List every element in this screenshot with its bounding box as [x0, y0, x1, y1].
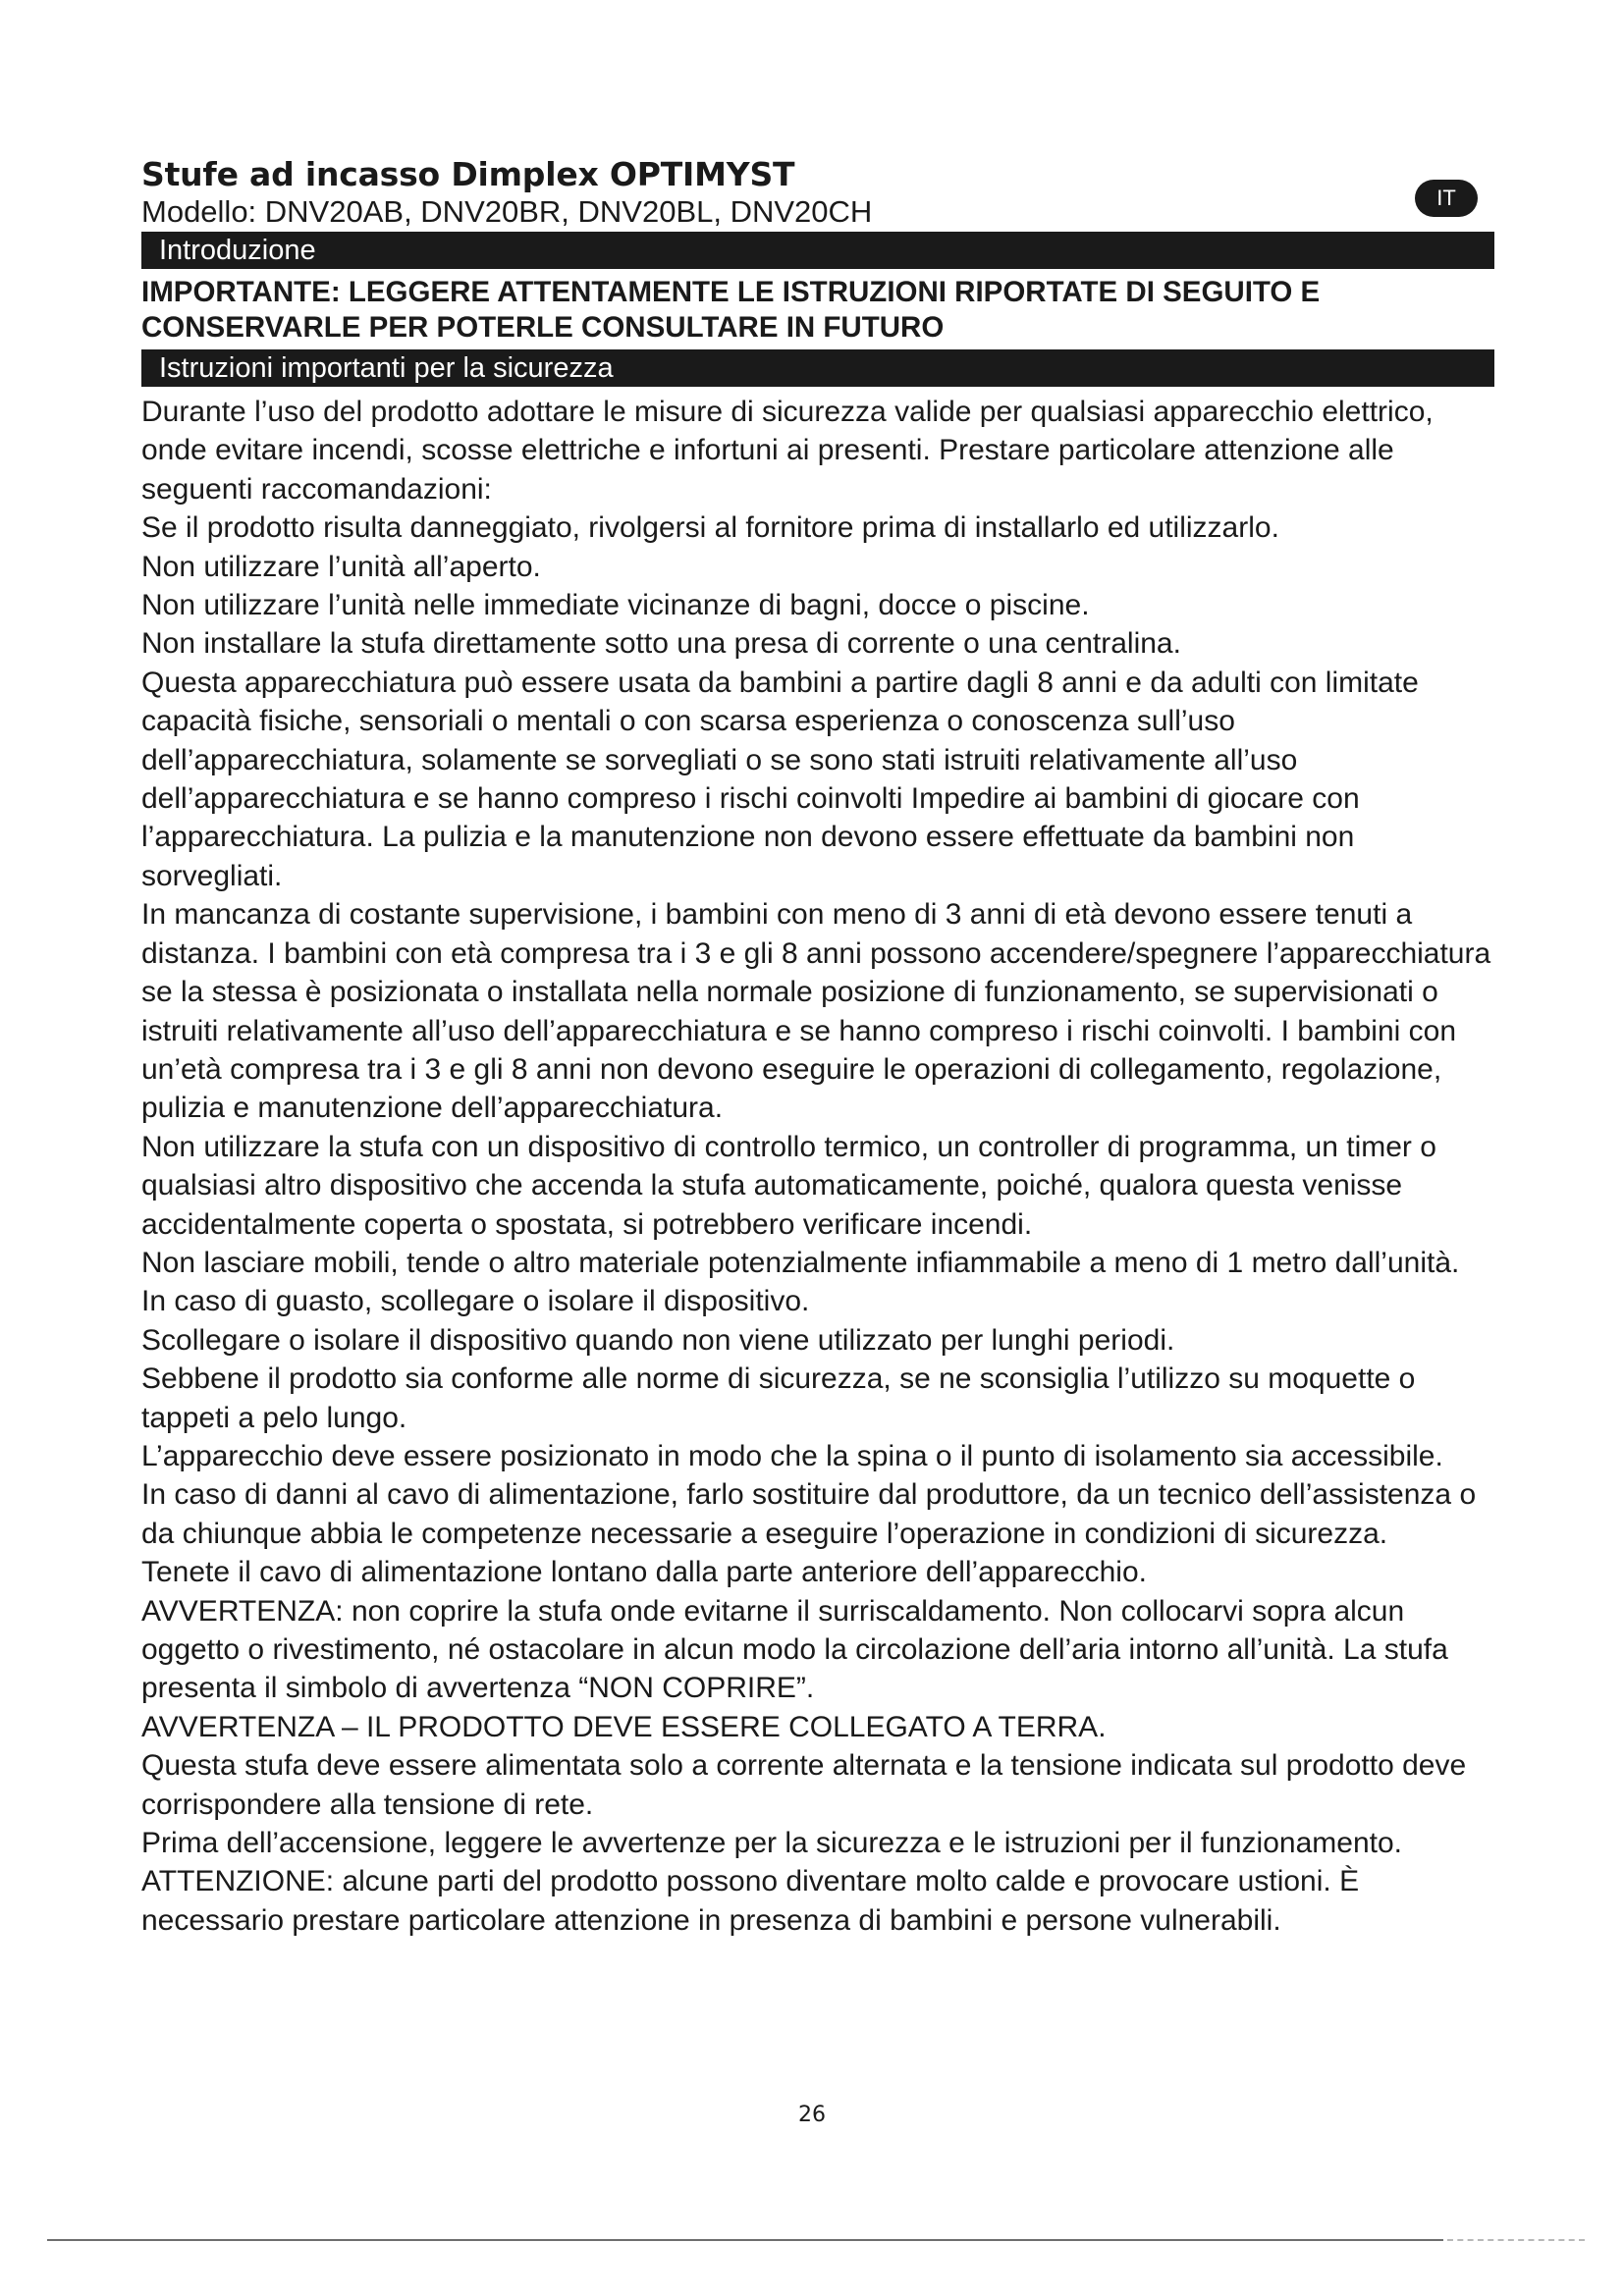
paragraph: AVVERTENZA: non coprire la stufa onde evitarne il surriscaldamento. Non collocarvi sopra alcun oggetto o rivestimento, né ostacolare in alcun modo la circolazione dell’aria intorno all’unità. La stufa presenta il simbolo di avvertenza “NON COPRIRE”. [141, 1594, 1448, 1705]
section-bar-introduction: Introduzione [141, 232, 1494, 269]
paragraph: In caso di danni al cavo di alimentazione, farlo sostituire dal produttore, da un tecnico dell’assistenza o da chiunque abbia le competenze necessarie a eseguire l’operazione in condizioni di sicurezza. [141, 1478, 1477, 1550]
paragraph: Questa apparecchiatura può essere usata da bambini a partire dagli 8 anni e da adulti con limitate capacità fisiche, sensoriali o mentali o con scarsa esperienza o conoscenza sull’uso dell’apparecchiatura, solamente se sorvegliati o se sono stati istruiti relativamente all’uso dell’apparecchiatura e se hanno compreso i rischi coinvolti Impedire ai bambini di giocare con l’apparecchiatura. La pulizia e la manutenzione non devono essere effettuate da bambini non sorvegliati. [141, 666, 1419, 892]
footer-divider [47, 2239, 1443, 2241]
paragraph: In mancanza di costante supervisione, i bambini con meno di 3 anni di età devono essere tenuti a distanza. I bambini con età compresa tra i 3 e gli 8 anni possono accendere/spegnere l’apparecchiatura se la stessa è posizionata o installata nella normale posizione di funzionamento, se supervisionati o istruiti relativamente all’uso dell’apparecchiatura e se hanno compreso i rischi coinvolti. I bambini con un’età compresa tra i 3 e gli 8 anni non devono eseguire le operazioni di collegamento, regolazione, pulizia e manutenzione dell’apparecchiatura. [141, 898, 1491, 1125]
paragraph: Non lasciare mobili, tende o altro materiale potenzialmente infiammabile a meno di 1 metro dall’unità. [141, 1246, 1460, 1279]
paragraph: In caso di guasto, scollegare o isolare il dispositivo. [141, 1285, 810, 1318]
page-number: 26 [798, 2103, 826, 2127]
paragraph: Non utilizzare la stufa con un dispositivo di controllo termico, un controller di programma, un timer o qualsiasi altro dispositivo che accenda la stufa automaticamente, poiché, qualora questa venisse accidentalmente coperta o spostata, si potrebbero verificare incendi. [141, 1130, 1436, 1241]
paragraph: ATTENZIONE: alcune parti del prodotto possono diventare molto calde e provocare ustioni. È necessario prestare particolare attenzione in presenza di bambini e persone vulnerabili. [141, 1865, 1360, 1937]
document-title: Stufe ad incasso Dimplex OPTIMYST [141, 155, 795, 193]
paragraph: L’apparecchio deve essere posizionato in modo che la spina o il punto di isolamento sia accessibile. [141, 1439, 1443, 1472]
section-bar-safety: Istruzioni importanti per la sicurezza [141, 349, 1494, 387]
paragraph: Se il prodotto risulta danneggiato, rivolgersi al fornitore prima di installarlo ed utilizzarlo. [141, 511, 1279, 545]
model-line: Modello: DNV20AB, DNV20BR, DNV20BL, DNV20CH [141, 194, 873, 229]
paragraph: Questa stufa deve essere alimentata solo a corrente alternata e la tensione indicata sul prodotto deve corrispondere alla tensione di rete. [141, 1749, 1467, 1821]
paragraph: Non utilizzare l’unità nelle immediate vicinanze di bagni, docce o piscine. [141, 589, 1090, 622]
paragraph: Scollegare o isolare il dispositivo quando non viene utilizzato per lunghi periodi. [141, 1323, 1175, 1357]
important-notice: IMPORTANTE: LEGGERE ATTENTAMENTE LE ISTRUZIONI RIPORTATE DI SEGUITO E CONSERVARLE PER POTERLE CONSULTARE IN FUTURO [141, 276, 1321, 344]
paragraph: Non installare la stufa direttamente sotto una presa di corrente o una centralina. [141, 627, 1181, 661]
safety-instructions [141, 393, 1494, 1940]
paragraph: Tenete il cavo di alimentazione lontano dalla parte anteriore dell’apparecchio. [141, 1556, 1147, 1589]
paragraph: Non utilizzare l’unità all’aperto. [141, 550, 541, 583]
paragraph: AVVERTENZA – IL PRODOTTO DEVE ESSERE COLLEGATO A TERRA. [141, 1710, 1107, 1743]
paragraph: Sebbene il prodotto sia conforme alle norme di sicurezza, se ne sconsiglia l’utilizzo su moquette o tappeti a pelo lungo. [141, 1362, 1416, 1434]
language-badge: IT [1415, 180, 1478, 217]
footer-dashes [1447, 2239, 1585, 2241]
paragraph: Durante l’uso del prodotto adottare le misure di sicurezza valide per qualsiasi apparecchio elettrico, onde evitare incendi, scosse elettriche e infortuni ai presenti. Prestare particolare attenzione alle seguenti raccomandazioni: [141, 396, 1434, 506]
page-content [141, 155, 1494, 1940]
paragraph: Prima dell’accensione, leggere le avvertenze per la sicurezza e le istruzioni per il funzionamento. [141, 1827, 1402, 1860]
